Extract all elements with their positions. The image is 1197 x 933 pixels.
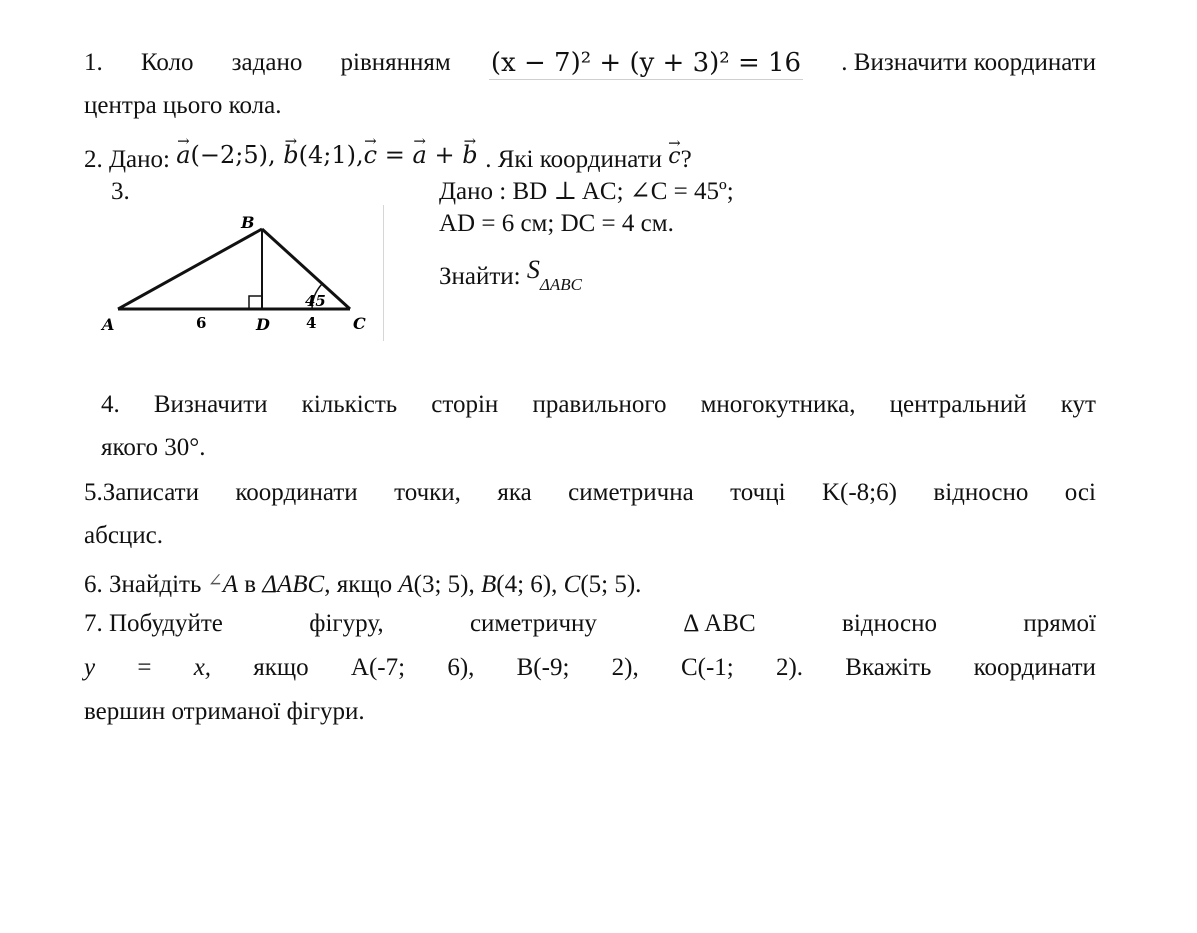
if-word: , якщо: [324, 571, 393, 598]
problem-7-line-1: [84, 608, 1096, 640]
vertex-c-label: C: [353, 314, 366, 333]
problem-7-word: симетричну: [469, 610, 597, 637]
vector-b: → b: [283, 139, 298, 171]
problem-2: [84, 139, 1096, 176]
vector-c: → c: [364, 139, 377, 171]
problem-5-word: точки,: [394, 479, 461, 506]
problem-7-word: якщо: [253, 654, 309, 681]
problem-5-word: точці: [730, 479, 786, 506]
problem-1-word: Коло: [140, 49, 194, 76]
problem-6: [84, 564, 1096, 601]
vector-a: → a: [176, 139, 190, 171]
problem-4-line-1: [101, 389, 1096, 421]
problem-4-word: правильного: [532, 391, 667, 418]
problem-7-word: Вкажіть: [845, 654, 932, 681]
problem-5-word: K(-8;6): [821, 479, 897, 506]
angle-name: A: [222, 571, 238, 598]
problem-7-word: фігуру,: [309, 610, 384, 637]
problem-4-word: Визначити: [153, 391, 268, 418]
problem-4-word: центральний: [889, 391, 1027, 418]
length-dc-label: 4: [306, 314, 317, 332]
point-b: B: [481, 571, 497, 598]
problem-2-question: . Які координати: [485, 146, 662, 173]
point-b-coords: (4; 6),: [496, 571, 558, 598]
vertex-b-label: B: [241, 213, 255, 232]
problem-1-line-1: [84, 47, 1096, 80]
problem-1-word: рівнянням: [340, 49, 451, 76]
problem-6-prefix: 6. Знайдіть: [84, 571, 202, 598]
problem-3-find: [439, 254, 582, 301]
vector-b: → b: [462, 139, 477, 171]
problem-4-word: 4.: [101, 391, 120, 418]
triangle-name: ΔABC: [262, 571, 325, 598]
in-word: в: [244, 571, 257, 598]
point-d-label: D: [256, 315, 270, 334]
problem-3-number: 3.: [111, 178, 130, 205]
problem-3-given-1: Дано : BD ⊥ AC; ∠C = 45º;: [439, 178, 734, 205]
problem-1-line-2: центра цього кола.: [84, 92, 282, 119]
angle-symbol: ∠: [207, 570, 223, 590]
length-ad-label: 6: [196, 314, 207, 332]
problem-7-word: координати: [973, 654, 1096, 681]
find-label: Знайти:: [439, 263, 521, 290]
problem-7-line-3: вершин отриманої фігури.: [84, 698, 365, 725]
angle-label: 45: [305, 292, 326, 310]
problem-7-word: x,: [193, 654, 212, 681]
vector-expression: [176, 141, 485, 169]
problem-4-word: сторін: [431, 391, 499, 418]
problem-4-word: кут: [1060, 391, 1096, 418]
problem-7-word: 2).: [775, 654, 804, 681]
plus-sign: +: [434, 141, 455, 169]
problem-4-line-2: якого 30°.: [101, 434, 206, 461]
vector-c: → c: [668, 141, 680, 173]
problem-5-line-1: [84, 477, 1096, 509]
problem-7-word: прямої: [1023, 610, 1096, 637]
problem-5-word: симетрична: [568, 479, 694, 506]
problem-1-word: задано: [231, 49, 303, 76]
problem-7-word: 6),: [447, 654, 475, 681]
figure-divider: [383, 205, 384, 341]
point-c-coords: (5; 5).: [580, 571, 642, 598]
side-ab: [118, 229, 262, 309]
vertex-a-label: A: [102, 315, 115, 334]
area-subscript: ΔABC: [539, 275, 582, 294]
problem-4-word: кількість: [301, 391, 398, 418]
problem-5-word: відносно: [933, 479, 1029, 506]
problem-2-question-end: ?: [680, 146, 692, 173]
problem-4-word: многокутника,: [700, 391, 856, 418]
point-c: C: [563, 571, 581, 598]
area-symbol: S: [526, 255, 540, 284]
circle-equation: (x − 7)² + (y + 3)² = 16: [490, 48, 802, 78]
vector-a: → a: [412, 139, 426, 171]
right-angle-mark: [249, 296, 262, 309]
problem-7-word: =: [137, 654, 152, 681]
problem-7-word: Δ ABC: [683, 610, 756, 637]
problem-5-word: координати: [235, 479, 358, 506]
problem-2-prefix: 2. Дано:: [84, 146, 170, 173]
problem-5-word: 5.Записати: [84, 479, 199, 506]
equals-sign: =: [384, 141, 405, 169]
point-a-coords: (3; 5),: [413, 571, 475, 598]
point-a: A: [398, 571, 414, 598]
problem-3-given-2: AD = 6 см; DC = 4 см.: [439, 210, 674, 237]
problem-7-word: відносно: [842, 610, 937, 637]
problem-7-word: A(-7;: [350, 654, 406, 681]
problem-7-word: 7. Побудуйте: [84, 610, 223, 637]
problem-5-word: осі: [1064, 479, 1096, 506]
problem-1-tail: . Визначити координати: [841, 49, 1096, 76]
problem-7-word: 2),: [611, 654, 639, 681]
vector-a-coords: (−2;5),: [190, 141, 276, 169]
problem-1-number: 1.: [84, 49, 103, 76]
vector-b-coords: (4;1),: [298, 141, 364, 169]
problem-5-line-2: абсцис.: [84, 522, 164, 549]
problem-7-word: B(-9;: [516, 654, 570, 681]
problem-7-word: y: [84, 654, 96, 681]
problem-7-line-2: [84, 652, 1096, 684]
problem-7-word: C(-1;: [680, 654, 734, 681]
triangle-figure: [98, 206, 368, 338]
problem-5-word: яка: [497, 479, 532, 506]
